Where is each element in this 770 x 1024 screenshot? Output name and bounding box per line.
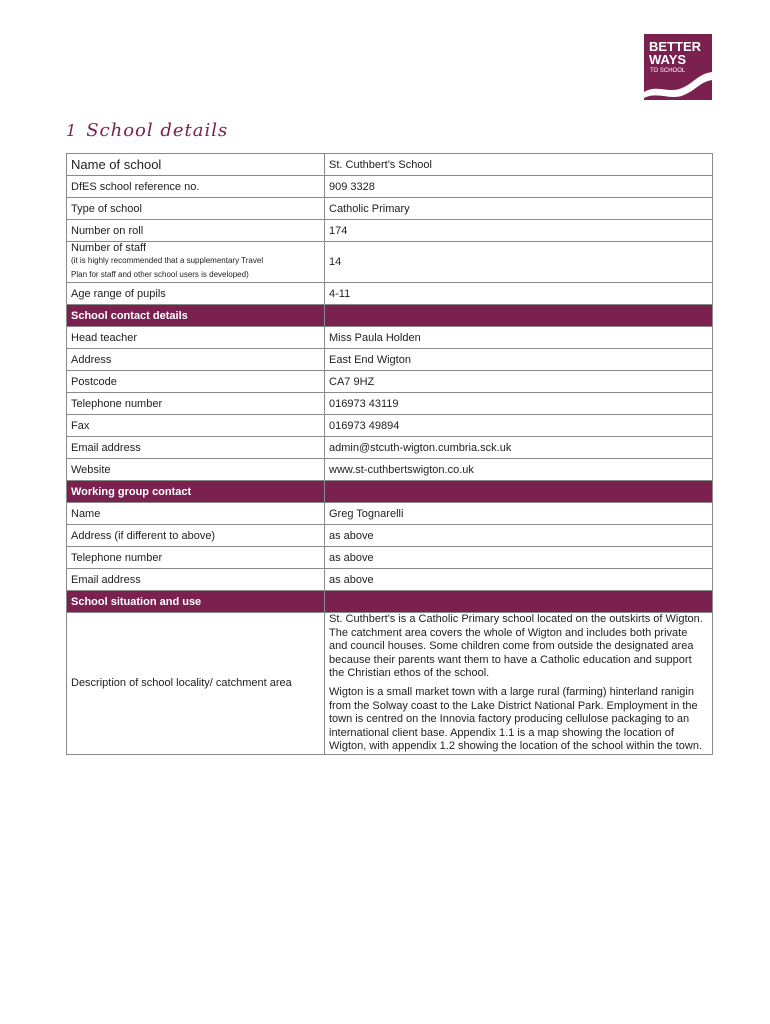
value-email: admin@stcuth-wigton.cumbria.sck.uk [325,437,713,459]
section-blank-working-group [325,481,713,503]
row-wg-telephone [67,547,713,569]
value-description [325,613,713,755]
label-wg-telephone: Telephone number [67,547,325,569]
section-heading [66,120,228,141]
staff-note-line2: Plan for staff and other school users is developed) [71,270,249,279]
section-title-situation: School situation and use [67,591,325,613]
value-type: Catholic Primary [325,198,713,220]
label-staff: Number of staff [71,242,146,254]
value-wg-email: as above [325,569,713,591]
label-dfes: DfES school reference no. [67,176,325,198]
school-details-table [66,153,713,755]
better-ways-logo [644,34,712,100]
value-address: East End Wigton [325,349,713,371]
label-age: Age range of pupils [67,283,325,305]
row-wg-address [67,525,713,547]
value-dfes: 909 3328 [325,176,713,198]
row-school-name [67,154,713,176]
row-email [67,437,713,459]
label-telephone: Telephone number [67,393,325,415]
label-school-name: Name of school [67,154,325,176]
row-roll [67,220,713,242]
label-head-teacher: Head teacher [67,327,325,349]
logo-text-ways: WAYS [649,52,687,67]
row-dfes [67,176,713,198]
row-description [67,613,713,755]
row-staff [67,242,713,283]
row-type [67,198,713,220]
label-wg-name: Name [67,503,325,525]
logo-text-to-school: TO SCHOOL [650,68,686,74]
section-situation [67,591,713,613]
row-head-teacher [67,327,713,349]
description-paragraph-1: St. Cuthbert's is a Catholic Primary school located on the outskirts of Wigton. The catchment area covers the whole of Wigton and includes both private and council houses. Some children come from outside the designated area because their parents want them to have a Catholic education and support the Christian ethos of the school. [329,613,703,680]
label-email: Email address [67,437,325,459]
value-roll: 174 [325,220,713,242]
label-staff-cell [67,242,325,283]
label-description: Description of school locality/ catchment area [67,613,325,755]
label-website: Website [67,459,325,481]
row-fax [67,415,713,437]
section-title: School details [86,120,229,141]
section-title-contact: School contact details [67,305,325,327]
row-wg-email [67,569,713,591]
description-paragraph-2: Wigton is a small market town with a large rural (farming) hinterland ranigin from the Solway coast to the Lake District National Park. Employment in the town is centred on the Innovia factory producing cellulose packaging to an international client base. Appendix 1.1 is a map showing the location of Wigton, with appendix 1.2 showing the location of the school within the town. [329,685,703,753]
label-type: Type of school [67,198,325,220]
row-website [67,459,713,481]
value-telephone: 016973 43119 [325,393,713,415]
row-address [67,349,713,371]
section-blank-contact [325,305,713,327]
section-number: 1 [66,121,77,140]
row-wg-name [67,503,713,525]
section-title-working-group: Working group contact [67,481,325,503]
value-staff: 14 [325,242,713,283]
label-postcode: Postcode [67,371,325,393]
label-address: Address [67,349,325,371]
label-fax: Fax [67,415,325,437]
label-wg-email: Email address [67,569,325,591]
logo-text-better: BETTER [649,39,701,54]
value-wg-telephone: as above [325,547,713,569]
label-wg-address: Address (if different to above) [67,525,325,547]
staff-note-line1: (it is highly recommended that a supplementary Travel [71,256,264,265]
row-age [67,283,713,305]
value-age: 4-11 [325,283,713,305]
row-postcode [67,371,713,393]
value-postcode: CA7 9HZ [325,371,713,393]
value-fax: 016973 49894 [325,415,713,437]
value-wg-address: as above [325,525,713,547]
row-telephone [67,393,713,415]
label-roll: Number on roll [67,220,325,242]
value-head-teacher: Miss Paula Holden [325,327,713,349]
section-school-contact [67,305,713,327]
section-blank-situation [325,591,713,613]
section-working-group [67,481,713,503]
value-website: www.st-cuthbertswigton.co.uk [325,459,713,481]
value-wg-name: Greg Tognarelli [325,503,713,525]
value-school-name: St. Cuthbert's School [325,154,713,176]
